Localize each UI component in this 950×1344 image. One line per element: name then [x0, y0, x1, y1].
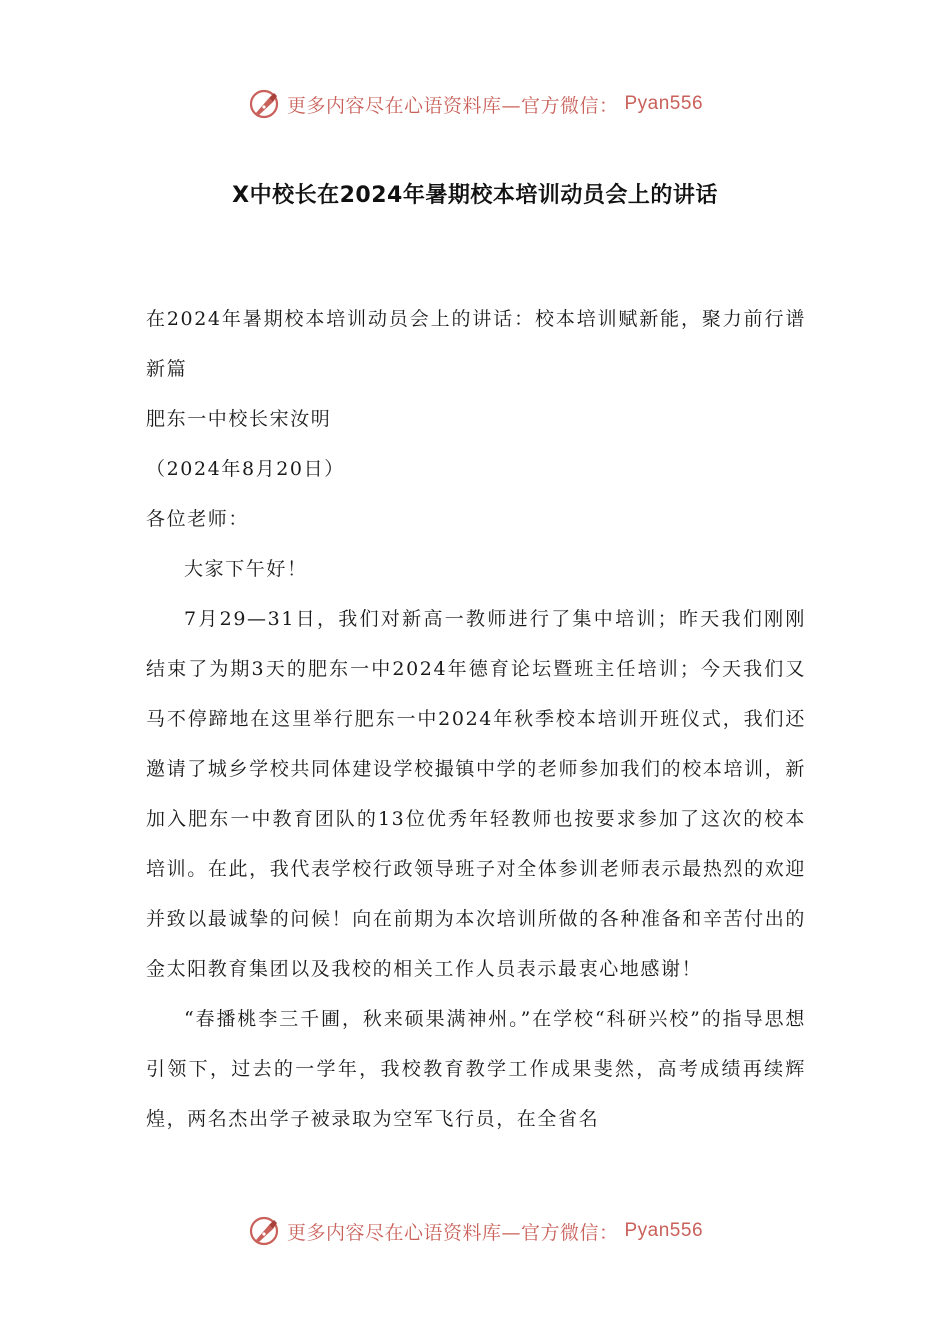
salutation: 各位老师： [146, 508, 250, 530]
speech-date: （2024年8月20日） [146, 458, 345, 480]
pen-nib-circle-icon [247, 1214, 281, 1248]
paragraph-training-intro: 7月29—31日，我们对新高一教师进行了集中培训；昨天我们刚刚结束了为期3天的肥东一中2024年德育论坛暨班主任培训；今天我们又马不停蹄地在这里举行肥东一中2024年秋季校本培训开班仪式，我们还邀请了城乡学校共同体建设学校撮镇中学的老师参加我们的校本培训，新加入肥东一中教育团队的13位优秀年轻教师也按要求参加了这次的校本培训。在此，我代表学校行政领导班子对全体参训老师表示最热烈的欢迎并致以最诚挚的问候！向在前期为本次培训所做的各种准备和辛苦付出的金太阳教育集团以及我校的相关工作人员表示最衷心地感谢！ [146, 608, 806, 980]
greeting: 大家下午好！ [184, 558, 308, 580]
pen-nib-circle-icon [247, 87, 281, 121]
watermark-text: 更多内容尽在心语资料库—官方微信： [286, 94, 619, 117]
document-body [146, 294, 806, 1144]
watermark-wechat-id: Pyan556 [624, 93, 704, 114]
speaker-line: 肥东一中校长宋汝明 [146, 408, 332, 430]
paragraph-achievements: “春播桃李三千圃，秋来硕果满神州。”在学校“科研兴校”的指导思想引领下，过去的一学年，我校教育教学工作成果斐然，高考成绩再续辉煌，两名杰出学子被录取为空军飞行员，在全省名 [146, 1008, 806, 1130]
watermark-footer [0, 1211, 950, 1251]
watermark-text: 更多内容尽在心语资料库—官方微信： [286, 1221, 619, 1244]
speech-subtitle: 在2024年暑期校本培训动员会上的讲话：校本培训赋新能，聚力前行谱新篇 [146, 308, 806, 380]
watermark-header [0, 84, 950, 124]
watermark-wechat-id: Pyan556 [624, 1220, 704, 1241]
document-title: X中校长在2024年暑期校本培训动员会上的讲话 [232, 183, 718, 208]
